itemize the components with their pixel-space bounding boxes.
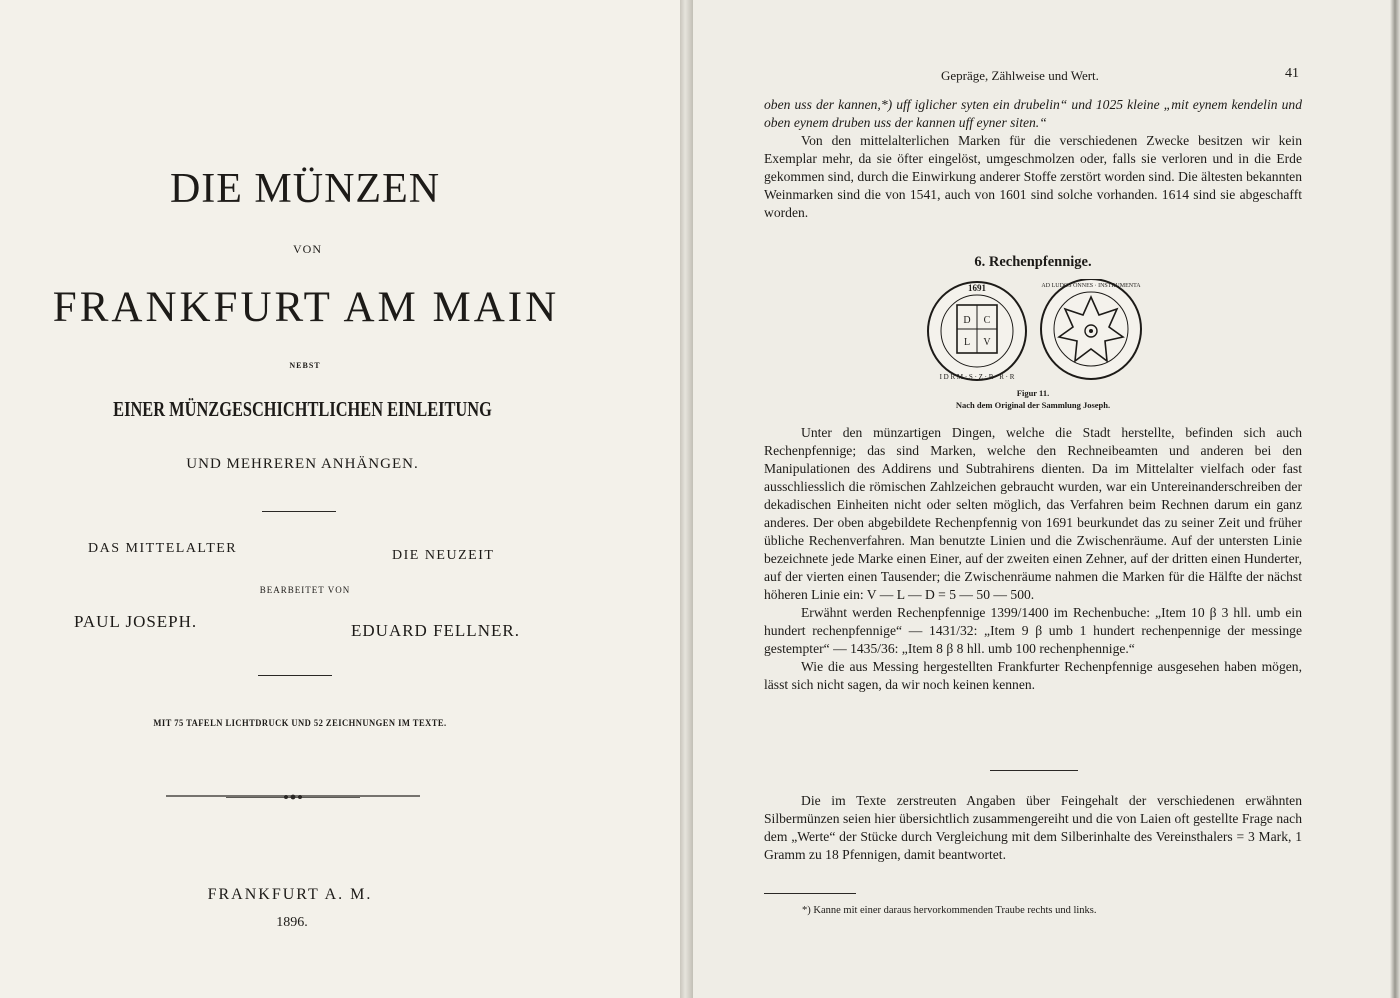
paragraph-group-main [764,424,1302,694]
coin-shield-letter: C [983,315,991,326]
footnote-rule [764,893,856,894]
figure-caption: Nach dem Original der Sammlung Joseph. [955,400,1111,410]
author-fellner: EDUARD FELLNER. [351,621,520,640]
book-title-line1: DIE MÜNZEN [169,166,441,212]
coin-reverse [1041,279,1141,379]
paragraph-quote-continuation: oben uss der kannen,*) uff iglicher syten ein drubelin“ und 1025 kleine „mit eynem kendelin und oben eynem druben uss der kannen uff eyner siten.“ [764,97,1302,130]
coin-shield-letter: V [983,337,991,348]
book-gutter [680,0,693,998]
ornament-divider-icon [166,792,420,802]
coin-obverse [928,282,1026,381]
author-joseph: PAUL JOSEPH. [74,612,198,631]
title-page [0,0,680,998]
page-number: 41 [1285,66,1299,81]
edited-by-label: BEARBEITET VON [259,585,351,595]
publication-year: 1896. [276,915,308,930]
plates-note: MIT 75 TAFELN LICHTDRUCK UND 52 ZEICHNUNGEN IM TEXTE. [153,719,447,729]
publication-place: FRANKFURT A. M. [207,886,373,903]
paragraph-messing: Wie die aus Messing hergestellten Frankfurter Rechenpfennige ausgesehen haben mögen, lässt sich nicht sagen, da wir noch keinen kennen. [764,659,1302,692]
coin-figure-icon [927,279,1143,383]
book-subtitle-line2: UND MEHREREN ANHÄNGEN. [186,456,419,472]
coin-shield-letter: L [963,337,971,348]
figure-label: Figur 11. [1016,388,1050,398]
coin-obverse-date: 1691 [968,283,986,293]
section-mittelalter: DAS MITTELALTER [88,541,238,556]
title-divider-2 [258,675,332,676]
title-von: VON [293,242,322,256]
coin-reverse-legend: AD LUDOS ONNES · INSTRUMENTA [1041,283,1141,289]
paragraph-top [764,96,1302,222]
book-title-line2: FRANKFURT AM MAIN [52,284,560,331]
paragraph-bottom [764,792,1302,864]
paragraph-marken: Von den mittelalterlichen Marken für die verschiedenen Zwecke besitzen wir kein Exemplar mehr, da sie öfter eingelöst, umgeschmolzen oder, falls sie verloren und in die Erde gekommen sind, durch die Einwirkung anderer Stoffe zerstört worden sind. Die ältesten bekannten Weinmarken sind die von 1541, auch von 1601 sind solche vorhanden. 1614 sind sie abgeschafft worden. [764,133,1302,220]
coin-obverse-legend: I D R M · S · Z · R · R · R [939,373,1015,381]
paragraph-rechenbuche: Erwähnt werden Rechenpfennige 1399/1400 im Rechenbuche: „Item 10 β 3 hll. umb ein hundert rechenpfennige“ — 1431/32: „Item 9 β umb 1 hundert rechenpennige der messinge gestempter“ — 1435/36: „Item 8 β 8 hll. umb 100 rechenphennige.“ [764,605,1302,656]
coin-shield-letter: D [963,315,971,326]
section-neuzeit: DIE NEUZEIT [392,548,495,563]
footnote: *) Kanne mit einer daraus hervorkommenden Traube rechts und links. [802,905,1097,916]
text-divider [990,770,1078,771]
running-head: Gepräge, Zählweise und Wert. [941,68,1099,83]
section-heading: 6. Rechenpfennige. [974,254,1092,270]
page-edge [1390,0,1400,998]
paragraph-rechenpfennige: Unter den münzartigen Dingen, welche die Stadt herstellte, befinden sich auch Rechenpfennige; das sind Marken, welche den Rechneibeamten und anderen bei den Manipulationen des Addirens und Subtrahirens dienten. Da im Mittelalter vielfach oder fast ausschliesslich die römischen Zahlzeichen gebraucht wurden, war ein Untereinanderschreiben der dekadischen Einheiten nicht oder selten möglich, das Verfahren beim Rechnen darum ein ganz anderes. Der oben abgebildete Rechenpfennig von 1691 beurkundet das zu seiner Zeit und früher übliche Rechenverfahren. Man benutzte Linien und die Zwischenräume. Auf der untersten Linie bezeichnete jede Marke einen Einer, auf der zweiten einen Zehner, auf der dritten einen Hunderter, auf der vierten einen Tausender; die Zwischenräume nahmen die Marken für die Hälfte der nächst höheren Linie ein: V — L — D = 5 — 50 — 500. [764,425,1302,602]
title-divider-1 [262,511,336,512]
title-nebst: NEBST [289,361,321,370]
paragraph-feingehalt: Die im Texte zerstreuten Angaben über Feingehalt der verschiedenen erwähnten Silbermünzen seien hier übersichtlich zusammengereiht und die von Laien oft gestellte Frage nach dem „Werte“ der Stücke durch Vergleichung mit dem Silberinhalte des Vereinsthalers = 3 Mark, 1 Gramm zu 18 Pfennigen, damit beantwortet. [764,793,1302,862]
book-subtitle-line1: EINER MÜNZGESCHICHTLICHEN EINLEITUNG [113,397,492,421]
